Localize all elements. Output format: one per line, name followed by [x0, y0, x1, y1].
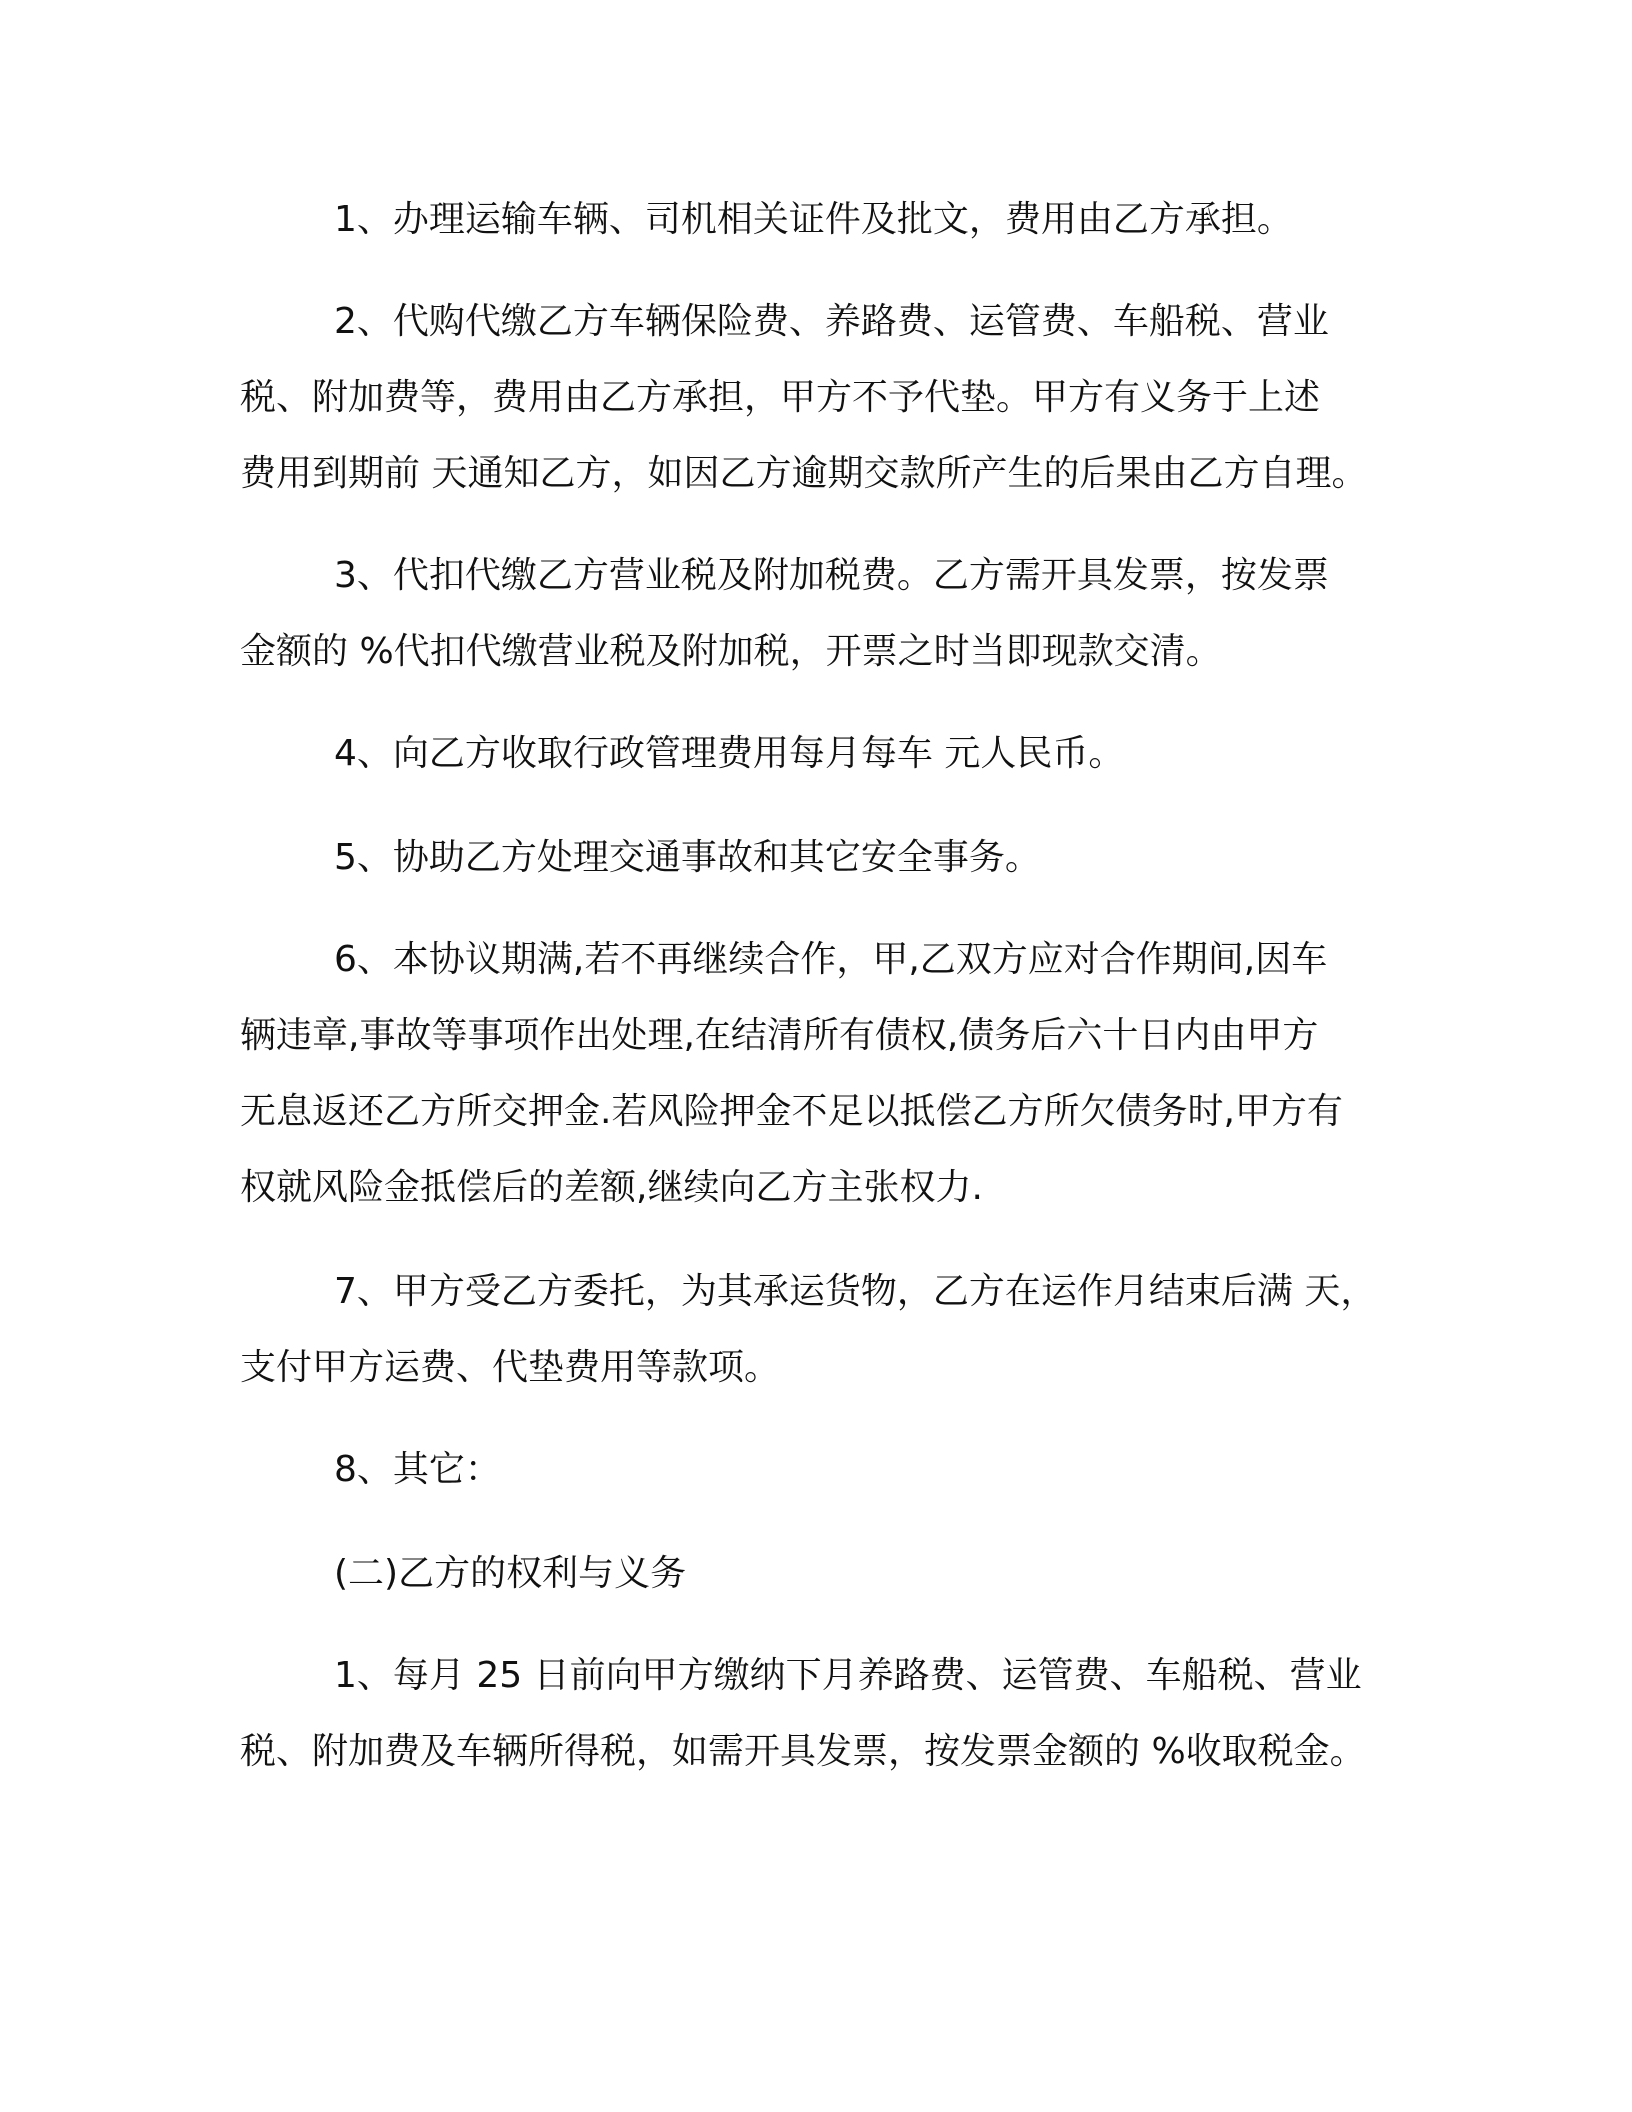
item-6-line-1: 6、本协议期满,若不再继续合作，甲,乙双方应对合作期间,因车 — [334, 939, 1328, 980]
item-3-line-1: 3、代扣代缴乙方营业税及附加税费。乙方需开具发票，按发票 — [334, 555, 1329, 596]
item-7-line-2: 支付甲方运费、代垫费用等款项。 — [240, 1347, 781, 1388]
item-8-line-1: 8、其它： — [334, 1449, 501, 1490]
party-b-item-1-line-2: 税、附加费及车辆所得税，如需开具发票，按发票金额的 %收取税金。 — [240, 1731, 1366, 1772]
party-b-item-1-line-1: 1、每月 25 日前向甲方缴纳下月养路费、运管费、车船税、营业 — [334, 1655, 1362, 1696]
item-1-line-1: 1、办理运输车辆、司机相关证件及批文，费用由乙方承担。 — [334, 199, 1293, 240]
item-4-line-1: 4、向乙方收取行政管理费用每月每车 元人民币。 — [334, 733, 1125, 774]
item-2-line-3: 费用到期前 天通知乙方，如因乙方逾期交款所产生的后果由乙方自理。 — [240, 453, 1368, 494]
item-2-line-1: 2、代购代缴乙方车辆保险费、养路费、运管费、车船税、营业 — [334, 301, 1329, 342]
item-7-line-1: 7、甲方受乙方委托，为其承运货物，乙方在运作月结束后满 天， — [334, 1271, 1377, 1312]
section-heading-party-b: (二)乙方的权利与义务 — [334, 1553, 687, 1594]
item-2-line-2: 税、附加费等，费用由乙方承担，甲方不予代垫。甲方有义务于上述 — [240, 377, 1321, 418]
item-6-line-4: 权就风险金抵偿后的差额,继续向乙方主张权力. — [240, 1167, 983, 1208]
item-3-line-2: 金额的 %代扣代缴营业税及附加税，开票之时当即现款交清。 — [240, 631, 1222, 672]
item-6-line-2: 辆违章,事故等事项作出处理,在结清所有债权,债务后六十日内由甲方 — [240, 1015, 1319, 1056]
item-6-line-3: 无息返还乙方所交押金.若风险押金不足以抵偿乙方所欠债务时,甲方有 — [240, 1091, 1343, 1132]
item-5-line-1: 5、协助乙方处理交通事故和其它安全事务。 — [334, 837, 1041, 878]
